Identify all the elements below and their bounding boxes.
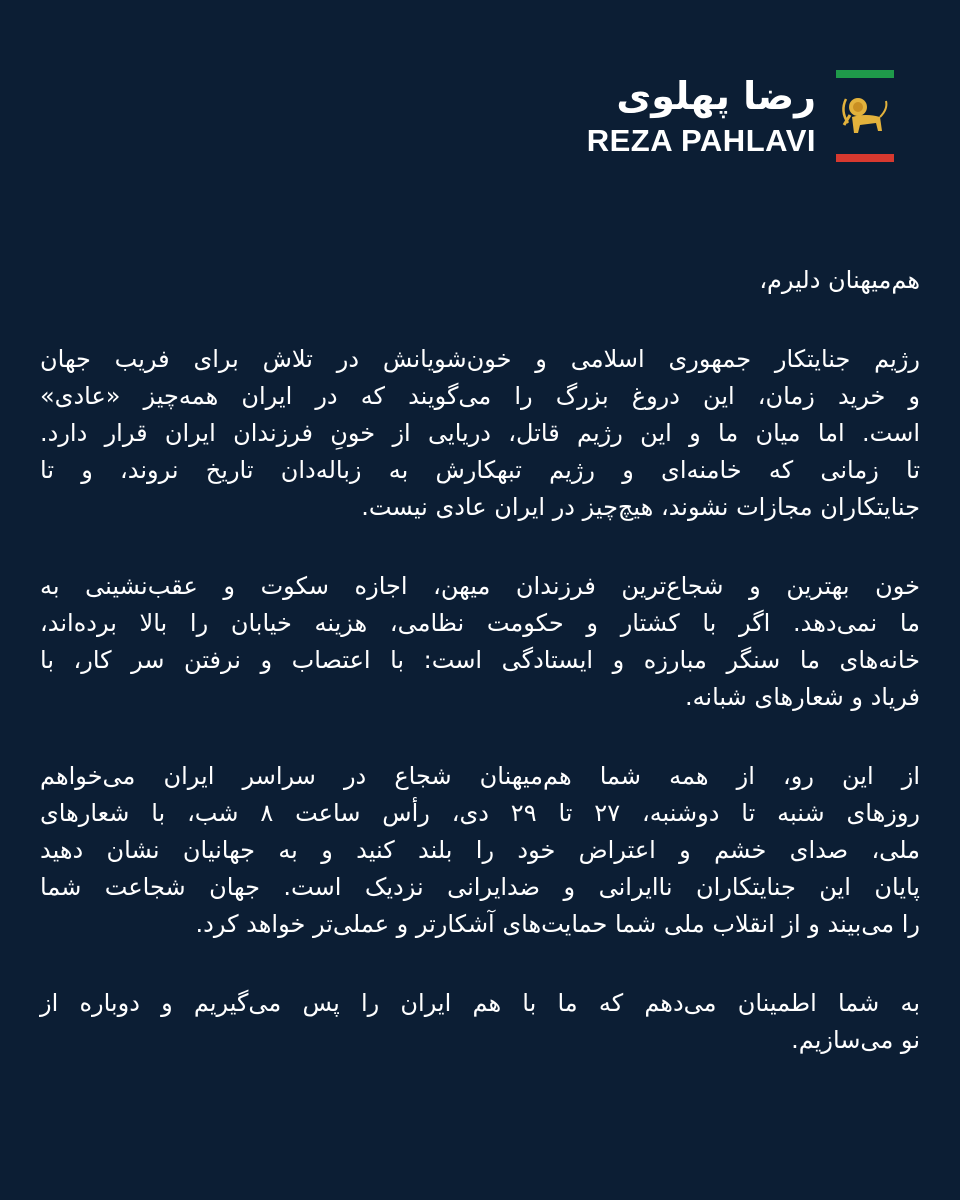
paragraph <box>40 985 920 1059</box>
salutation <box>40 262 920 299</box>
paragraph <box>40 568 920 716</box>
text-line: است. اما میان ما و این رژیم قاتل، دریایی از خونِ فرزندان ایران قرار دارد. <box>40 419 920 447</box>
emblem <box>836 70 894 162</box>
text-line: رژیم جنایتکار جمهوری اسلامی و خون‌شویانش در تلاش برای فریب جهان <box>40 345 920 373</box>
text-line: جنایتکاران مجازات نشوند، هیچ‌چیز در ایران عادی نیست. <box>361 493 920 521</box>
paragraph <box>40 758 920 943</box>
text-line: را می‌بیند و از انقلاب ملی شما حمایت‌های آشکارتر و عملی‌تر خواهد کرد. <box>195 910 920 938</box>
text-line: خانه‌های ما سنگر مبارزه و ایستادگی است: با اعتصاب و نرفتن سر کار، با <box>40 646 920 674</box>
text-line: ما نمی‌دهد. اگر با کشتار و حکومت نظامی، هزینه خیابان را بالا برده‌اند، <box>40 609 920 637</box>
text-line: هم‌میهنان دلیرم، <box>759 266 920 294</box>
text-line: پایان این جنایتکاران ناایرانی و ضدایرانی نزدیک است. جهان شجاعت شما <box>40 873 920 901</box>
logo-english-name: REZA PAHLAVI <box>586 123 816 158</box>
text-line: و خرید زمان، این دروغ بزرگ را می‌گویند که در ایران همه‌چیز «عادی» <box>40 382 920 410</box>
paragraph <box>40 341 920 526</box>
text-line: ملی، صدای خشم و اعتراض خود را بلند کنید و به جهانیان نشان دهید <box>40 836 920 864</box>
text-line: فریاد و شعارهای شبانه. <box>684 683 920 711</box>
statement-body <box>40 262 920 1101</box>
text-line: نو می‌سازیم. <box>791 1026 920 1054</box>
lion-and-sun-icon <box>836 87 894 145</box>
text-line: از این رو، از همه شما هم‌میهنان شجاع در سراسر ایران می‌خواهم <box>40 762 920 790</box>
text-line: خون بهترین و شجاع‌ترین فرزندان میهن، اجازه سکوت و عقب‌نشینی به <box>40 572 920 600</box>
text-line: روزهای شنبه تا دوشنبه، ۲۷ تا ۲۹ دی، رأس ساعت ۸ شب، با شعارهای <box>40 799 920 827</box>
logo-persian-name: رضا پهلوی <box>616 74 816 118</box>
green-stripe <box>836 70 894 78</box>
logo <box>587 70 894 162</box>
logo-wordmark <box>587 71 816 161</box>
text-line: تا زمانی که خامنه‌ای و رژیم تبهکارش به زباله‌دان تاریخ نروند، و تا <box>40 456 920 484</box>
red-stripe <box>836 154 894 162</box>
text-line: به شما اطمینان می‌دهم که ما با هم ایران را پس می‌گیریم و دوباره از <box>40 989 920 1017</box>
